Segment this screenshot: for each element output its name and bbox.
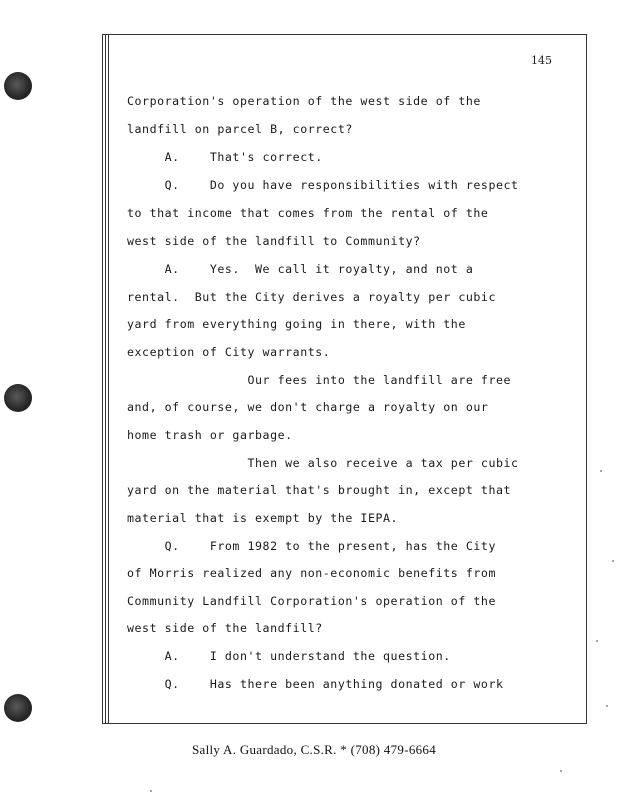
reporter-footer: Sally A. Guardado, C.S.R. * (708) 479-6664 <box>191 742 437 757</box>
transcript-line: A. Yes. We call it royalty, and not a <box>127 262 474 276</box>
transcript-line: landfill on parcel B, correct? <box>127 122 353 136</box>
scan-speck <box>560 770 562 772</box>
scan-speck <box>150 790 152 792</box>
transcript-line: rental. But the City derives a royalty per cubic <box>127 290 496 304</box>
transcript-line: and, of course, we don't charge a royalty on our <box>127 400 489 414</box>
scan-speck <box>606 705 608 707</box>
transcript-line: material that is exempt by the IEPA. <box>127 511 399 525</box>
transcript-line: A. I don't understand the question. <box>127 649 451 663</box>
transcript-line: exception of City warrants. <box>127 345 331 359</box>
transcript-line: of Morris realized any non-economic benefits from <box>127 566 496 580</box>
page-number: 145 <box>531 54 552 67</box>
scan-speck <box>600 470 602 472</box>
transcript-line: Our fees into the landfill are free <box>127 373 512 387</box>
margin-rule-inner <box>108 34 109 724</box>
binder-hole-bottom <box>4 694 32 722</box>
transcript-line: Community Landfill Corporation's operation of the <box>127 594 496 608</box>
transcript-line: A. That's correct. <box>127 150 323 164</box>
margin-rule-outer <box>105 34 106 724</box>
transcript-line: Q. Do you have responsibilities with respect <box>127 178 519 192</box>
transcript-line: Then we also receive a tax per cubic <box>127 456 519 470</box>
binder-hole-top <box>4 72 32 100</box>
transcript-line: home trash or garbage. <box>127 428 293 442</box>
binder-hole-middle <box>4 384 32 412</box>
scan-speck <box>612 560 614 562</box>
transcript-line: west side of the landfill? <box>127 621 323 635</box>
scan-speck <box>596 640 598 642</box>
transcript-line: Q. From 1982 to the present, has the City <box>127 539 496 553</box>
transcript-line: to that income that comes from the rental of the <box>127 206 489 220</box>
transcript-line: yard from everything going in there, with the <box>127 317 466 331</box>
transcript-line: west side of the landfill to Community? <box>127 234 421 248</box>
transcript-line: yard on the material that's brought in, except that <box>127 483 512 497</box>
transcript-line: Corporation's operation of the west side of the <box>127 94 481 108</box>
transcript-line: Q. Has there been anything donated or work <box>127 677 504 691</box>
